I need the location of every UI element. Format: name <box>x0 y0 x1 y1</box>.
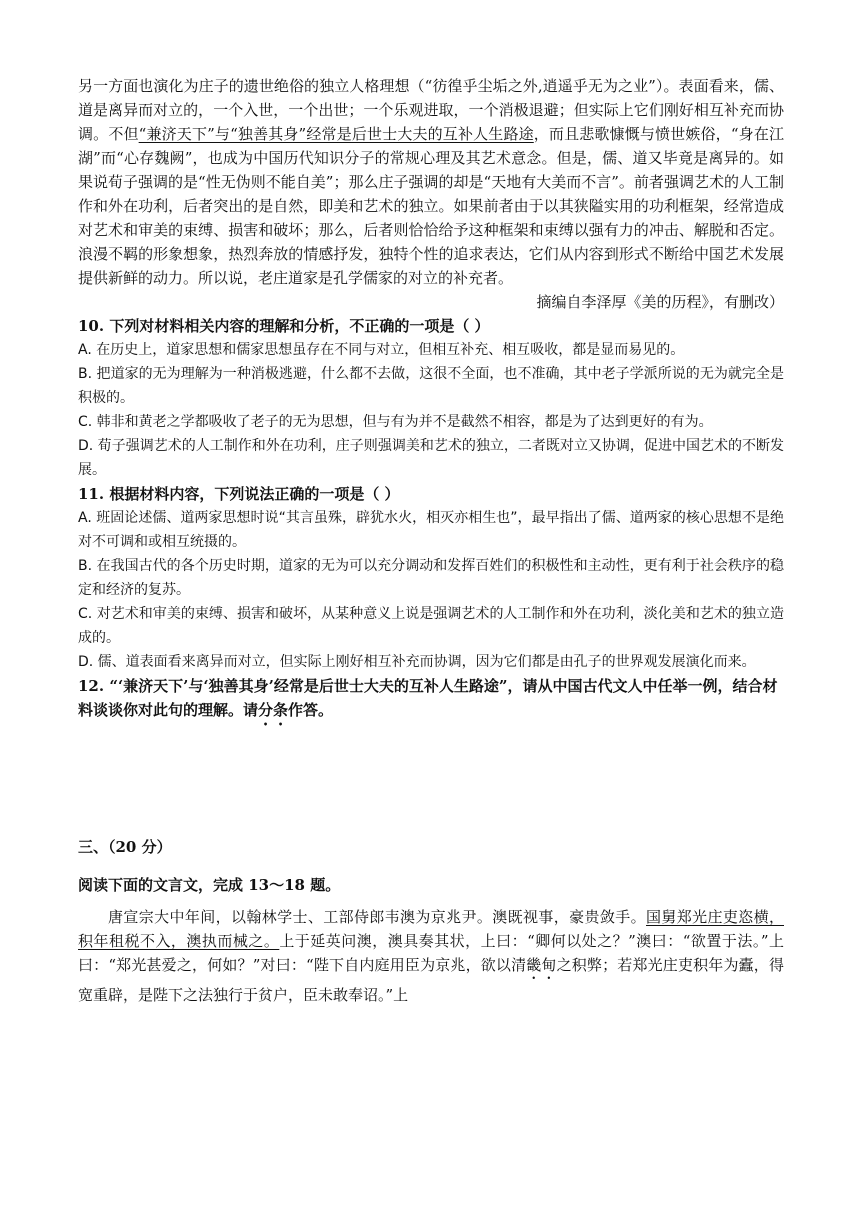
passage-text-1: 另一方面也演化为庄子的遗世绝俗的独立人格理想（“彷徨乎尘垢之外,逍遥乎无为之业”）。表面看来，儒、道是离异而对立的，一个入世，一个出世；一个乐观进取，一个消极退避；但实际上它们刚好相互补充而协调。不但 <box>78 77 784 143</box>
question-12-text-1: 12. “‘兼济天下’与‘独善其身’经常是后世士大夫的互补人生路途”，请从中国古代文人中任举一例，结合材料谈谈你对此句的理解。请 <box>78 677 778 719</box>
passage-paragraph <box>78 74 784 290</box>
classical-text-1: 唐宣宗大中年间，以翰林学士、工部侍郎韦澳为京兆尹。澳既视事，豪贵敛手。 <box>108 908 647 926</box>
question-10-option-b: B. 把道家的无为理解为一种消极逃避，什么都不去做，这很不全面，也不准确，其中老子学派所说的无为就完全是积极的。 <box>78 366 784 406</box>
question-12-dotted-text: 分条 <box>258 701 289 719</box>
question-10-option-a: A. 在历史上，道家思想和儒家思想虽存在不同与对立，但相互补充、相互吸收，都是显而易见的。 <box>78 342 685 358</box>
classical-text-2: 上于延英问澳，澳具奏其状，上曰：“卿何以处之？”澳曰：“欲置于法。”上曰：“郑光甚爱之，何如？”对曰：“陛下自内庭用臣为京兆，欲以清 <box>78 932 784 974</box>
document-page <box>78 74 784 1007</box>
passage-source: 摘编自李泽厚《美的历程》，有删改） <box>536 293 784 311</box>
question-10-stem: 10. 下列对材料相关内容的理解和分析，不正确的一项是（ ） <box>78 317 490 335</box>
passage-underlined-sentence: “兼济天下”与“独善其身”经常是后世士大夫的互补人生路途 <box>138 125 534 143</box>
question-10-option-d: D. 荀子强调艺术的人工制作和外在功利，庄子则强调美和艺术的独立，二者既对立又协调，促进中国艺术的不断发展。 <box>78 438 784 478</box>
classical-underlined-sentence: 国舅郑光庄吏恣横， 积年租税不入，澳执而械之。 <box>78 908 784 950</box>
question-10-option-c: C. 韩非和黄老之学都吸收了老子的无为思想，但与有为并不是截然不相容，都是为了达到更好的有为。 <box>78 414 713 430</box>
passage-text-2: ，而且悲歌慷慨与愤世嫉俗，“身在江湖”而“心存魏阙”，也成为中国历代知识分子的常规心理及其艺术意念。但是，儒、道又毕竟是离异的。如果说荀子强调的是“性无伪则不能自美”；那么庄子强调的却是“天地有大美而不言”。前者强调艺术的人工制作和外在功利，后者突出的是自然，即美和艺术的独立。如果前者由于以其狭隘实用的功利框架，经常造成对艺术和审美的束缚、损害和破坏；那么，后者则恰恰给予这种框架和束缚以强有力的冲击、解脱和否定。浪漫不羁的形象想象，热烈奔放的情感抒发，独特个性的追求表达，它们从内容到形式不断给中国艺术发展提供新鲜的动力。所以说，老庄道家是孔学儒家的对立的补充者。 <box>78 125 784 287</box>
question-11-option-c: C. 对艺术和审美的束缚、损害和破坏，从某种意义上说是强调艺术的人工制作和外在功利，淡化美和艺术的独立造成的。 <box>78 606 784 646</box>
answer-space <box>78 729 784 835</box>
question-12-text-2: 作答。 <box>288 701 334 719</box>
question-12-stem <box>78 674 784 729</box>
classical-text-3: 之积弊；若郑光庄吏积年为蠹，得宽重辟，是陛下之法独行于贫户，臣未敢奉诏。”上 <box>78 956 784 1004</box>
section-3-instruction: 阅读下面的文言文，完成 13～18 题。 <box>78 876 341 894</box>
classical-text-paragraph <box>78 905 784 1007</box>
classical-dotted-text: 畿甸 <box>526 956 557 974</box>
section-3-title: 三、（20 分） <box>78 838 172 856</box>
question-11-option-b: B. 在我国古代的各个历史时期，道家的无为可以充分调动和发挥百姓们的积极性和主动性，更有利于社会秩序的稳定和经济的复苏。 <box>78 558 784 598</box>
question-11-option-d: D. 儒、道表面看来离异而对立，但实际上刚好相互补充而协调，因为它们都是由孔子的世界观发展演化而来。 <box>78 654 756 670</box>
question-11-stem: 11. 根据材料内容，下列说法正确的一项是（ ） <box>78 485 400 503</box>
question-11-option-a: A. 班固论述儒、道两家思想时说“其言虽殊，辟犹水火，相灭亦相生也”，最早指出了儒、道两家的核心思想不是绝对不可调和或相互统摄的。 <box>78 510 784 550</box>
